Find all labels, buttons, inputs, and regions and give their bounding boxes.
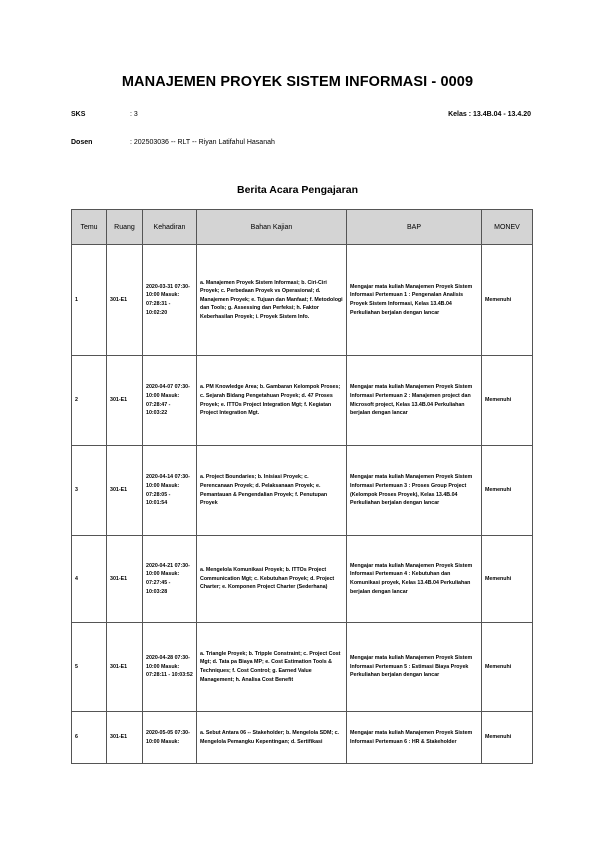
cell-kehadiran: 2020-04-21 07:30-10:00 Masuk: 07:27:45 - 10:03:28	[143, 536, 197, 623]
cell-kehadiran: 2020-04-28 07:30-10:00 Masuk: 07:28:11 - 10:03:52	[143, 623, 197, 712]
cell-temu: 6	[72, 712, 107, 764]
cell-monev: Memenuhi	[482, 245, 533, 356]
table-header-row	[72, 210, 533, 245]
header-ruang: Ruang	[107, 210, 143, 245]
table-row	[72, 623, 533, 712]
table-row	[72, 356, 533, 446]
cell-bahan-kajian: a. Project Boundaries; b. Inisiasi Proyek; c. Perencanaan Proyek; d. Pelaksanaan Proyek; e. Pemantauan & Pengendalian Proyek; f. Penutupan Proyek	[197, 446, 347, 536]
cell-monev: Memenuhi	[482, 623, 533, 712]
cell-bahan-kajian: a. PM Knowledge Area; b. Gambaran Kelompok Proses; c. Sejarah Bidang Pengetahuan Proyek; d. 47 Proses Proyek; e. ITTOs Project Integration Mgt; f. Kegiatan Project Integration Mgt.	[197, 356, 347, 446]
header-kehadiran: Kehadiran	[143, 210, 197, 245]
section-title: Berita Acara Pengajaran	[236, 184, 358, 196]
cell-bahan-kajian: a. Triangle Proyek; b. Tripple Constraint; c. Project Cost Mgt; d. Tata pa Biaya MP; e. Cost Estimation Tools & Techniques; f. Cost Control; g. Earned Value Management; h. Analisa Cost Benefit	[197, 623, 347, 712]
cell-ruang: 301-E1	[107, 356, 143, 446]
cell-temu: 1	[72, 245, 107, 356]
table-row	[72, 245, 533, 356]
cell-ruang: 301-E1	[107, 245, 143, 356]
cell-temu: 4	[72, 536, 107, 623]
bap-table	[71, 209, 533, 764]
dosen-label: Dosen	[71, 139, 93, 146]
cell-ruang: 301-E1	[107, 446, 143, 536]
cell-monev: Memenuhi	[482, 356, 533, 446]
cell-monev: Memenuhi	[482, 446, 533, 536]
cell-bap: Mengajar mata kuliah Manajemen Proyek Sistem Informasi Pertemuan 1 : Pengenalan Analisis Proyek Sistem Informasi, Kelas 13.4B.04 Perkuliahan berjalan dengan lancar	[347, 245, 482, 356]
cell-kehadiran: 2020-05-05 07:30-10:00 Masuk:	[143, 712, 197, 764]
cell-ruang: 301-E1	[107, 623, 143, 712]
kelas-info: Kelas : 13.4B.04 - 13.4.20	[448, 111, 531, 118]
sks-label: SKS	[71, 111, 86, 118]
dosen-value: : 202503036 -- RLT -- Riyan Latifahul Hasanah	[130, 139, 275, 146]
cell-bahan-kajian: a. Mengelola Komunikasi Proyek; b. ITTOs Project Communication Mgt; c. Kebutuhan Proyek; d. Project Charter; e. Komponen Project Charter (Sederhana)	[197, 536, 347, 623]
table-row	[72, 712, 533, 764]
cell-temu: 2	[72, 356, 107, 446]
header-monev: MONEV	[482, 210, 533, 245]
cell-bahan-kajian: a. Manajemen Proyek Sistem Informasi; b. Ciri-Ciri Proyek; c. Perbedaan Proyek vs Operasional; d. Manajemen Proyek; e. Tujuan dan Manfaat; f. Metodologi dan Tools; g. Assessing dan Perfeksi; h. Faktor Keberhasilan Proyek; i. Proyek Sistem Info.	[197, 245, 347, 356]
cell-bap: Mengajar mata kuliah Manajemen Proyek Sistem Informasi Pertemuan 5 : Estimasi Biaya Proyek Perkuliahan berjalan dengan lancar	[347, 623, 482, 712]
cell-bap: Mengajar mata kuliah Manajemen Proyek Sistem Informasi Pertemuan 2 : Manajemen project dan Microsoft project, Kelas 13.4B.04 Perkuliahan berjalan dengan lancar	[347, 356, 482, 446]
document-title: MANAJEMEN PROYEK SISTEM INFORMASI - 0009	[121, 74, 474, 90]
cell-bap: Mengajar mata kuliah Manajemen Proyek Sistem Informasi Pertemuan 6 : HR & Stakeholder	[347, 712, 482, 764]
header-temu: Temu	[72, 210, 107, 245]
table-row	[72, 536, 533, 623]
header-bap: BAP	[347, 210, 482, 245]
cell-monev: Memenuhi	[482, 712, 533, 764]
cell-monev: Memenuhi	[482, 536, 533, 623]
table-row	[72, 446, 533, 536]
cell-kehadiran: 2020-03-31 07:30-10:00 Masuk: 07:28:31 - 10:02:20	[143, 245, 197, 356]
sks-value: : 3	[130, 111, 138, 118]
cell-kehadiran: 2020-04-07 07:30-10:00 Masuk: 07:28:47 - 10:03:22	[143, 356, 197, 446]
header-bahan-kajian: Bahan Kajian	[197, 210, 347, 245]
cell-bap: Mengajar mata kuliah Manajemen Proyek Sistem Informasi Pertemuan 4 : Kebutuhan dan Komunikasi proyek, Kelas 13.4B.04 Perkuliahan berjalan dengan lancar	[347, 536, 482, 623]
cell-temu: 5	[72, 623, 107, 712]
cell-bahan-kajian: a. Sebut Antara 06 -- Stakeholder; b. Mengelola SDM; c. Mengelola Pemangku Kepentingan; d. Sertifikasi	[197, 712, 347, 764]
cell-ruang: 301-E1	[107, 536, 143, 623]
cell-ruang: 301-E1	[107, 712, 143, 764]
cell-temu: 3	[72, 446, 107, 536]
cell-kehadiran: 2020-04-14 07:30-10:00 Masuk: 07:28:05 - 10:01:54	[143, 446, 197, 536]
cell-bap: Mengajar mata kuliah Manajemen Proyek Sistem Informasi Pertemuan 3 : Proses Group Project (Kelompok Proses Proyek), Kelas 13.4B.04 Perkuliahan berjalan dengan lancar	[347, 446, 482, 536]
